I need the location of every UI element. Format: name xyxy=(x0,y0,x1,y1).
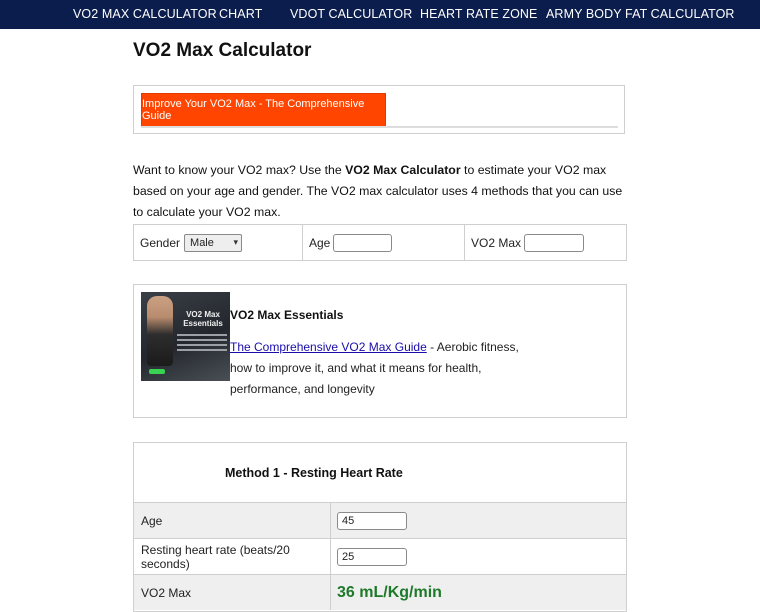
guide-tab-panel xyxy=(133,85,625,134)
nav-army-body-fat-calculator[interactable]: ARMY BODY FAT CALCULATOR xyxy=(546,7,735,21)
chevron-down-icon: ▾ xyxy=(233,237,239,247)
gender-cell xyxy=(134,225,302,260)
vo2-essentials-promo xyxy=(133,284,627,418)
comprehensive-guide-link[interactable]: The Comprehensive VO2 Max Guide xyxy=(230,340,427,354)
method-1-age-label: Age xyxy=(134,503,331,538)
vo2-max-input[interactable] xyxy=(524,234,584,252)
method-1-result-value: 36 mL/Kg/min xyxy=(337,583,442,601)
nav-vdot-calculator[interactable]: VDOT CALCULATOR xyxy=(290,7,413,21)
age-input[interactable] xyxy=(333,234,392,252)
method-1-panel xyxy=(133,442,627,612)
book-cover-title: VO2 Max Essentials xyxy=(183,310,223,328)
intro-bold-calculator: VO2 Max Calculator xyxy=(345,163,461,177)
method-1-row-result xyxy=(134,574,626,610)
vo2-max-label: VO2 Max xyxy=(471,235,522,250)
tab-divider xyxy=(141,126,618,128)
gender-selected-value: Male xyxy=(190,236,214,249)
method-1-title: Method 1 - Resting Heart Rate xyxy=(225,466,403,480)
page-title: VO2 Max Calculator xyxy=(133,40,312,61)
book-cover-text-lines xyxy=(177,334,227,354)
essentials-description xyxy=(230,337,530,400)
method-1-row-resting-hr xyxy=(134,538,626,574)
method-1-row-age xyxy=(134,502,626,538)
top-navigation xyxy=(0,0,760,29)
intro-text-1: Want to know your VO2 max? Use the xyxy=(133,163,346,177)
method-1-resting-hr-label: Resting heart rate (beats/20 seconds) xyxy=(134,539,331,574)
runner-shoe xyxy=(149,369,165,374)
age-cell xyxy=(302,225,464,260)
improve-vo2-guide-tab[interactable]: Improve Your VO2 Max - The Comprehensive Guide xyxy=(141,93,386,127)
basic-inputs-row xyxy=(133,224,627,261)
method-1-resting-hr-input[interactable]: 25 xyxy=(337,548,407,566)
intro-text-2: to estimate your VO2 max based on your age and gender. The VO2 max calculator uses 4 methods that you can use to calculate your VO2 max. xyxy=(133,163,623,219)
intro-paragraph xyxy=(133,160,633,223)
nav-heart-rate-zone[interactable]: HEART RATE ZONE xyxy=(420,7,538,21)
nav-vo2-max-calculator[interactable]: VO2 MAX CALCULATOR xyxy=(73,7,217,21)
gender-label: Gender xyxy=(140,235,181,250)
age-label: Age xyxy=(309,235,331,250)
method-1-age-input[interactable]: 45 xyxy=(337,512,407,530)
gender-select[interactable] xyxy=(184,234,242,252)
method-1-result-label: VO2 Max xyxy=(134,575,331,610)
vo2-max-cell xyxy=(464,225,626,260)
nav-chart[interactable]: CHART xyxy=(219,7,263,21)
runner-figure xyxy=(147,296,173,366)
book-cover-image[interactable] xyxy=(141,292,230,381)
essentials-description-text: - Aerobic fitness, how to improve it, and what it means for health, performance, and longevity xyxy=(230,340,519,396)
essentials-title: VO2 Max Essentials xyxy=(230,308,344,322)
